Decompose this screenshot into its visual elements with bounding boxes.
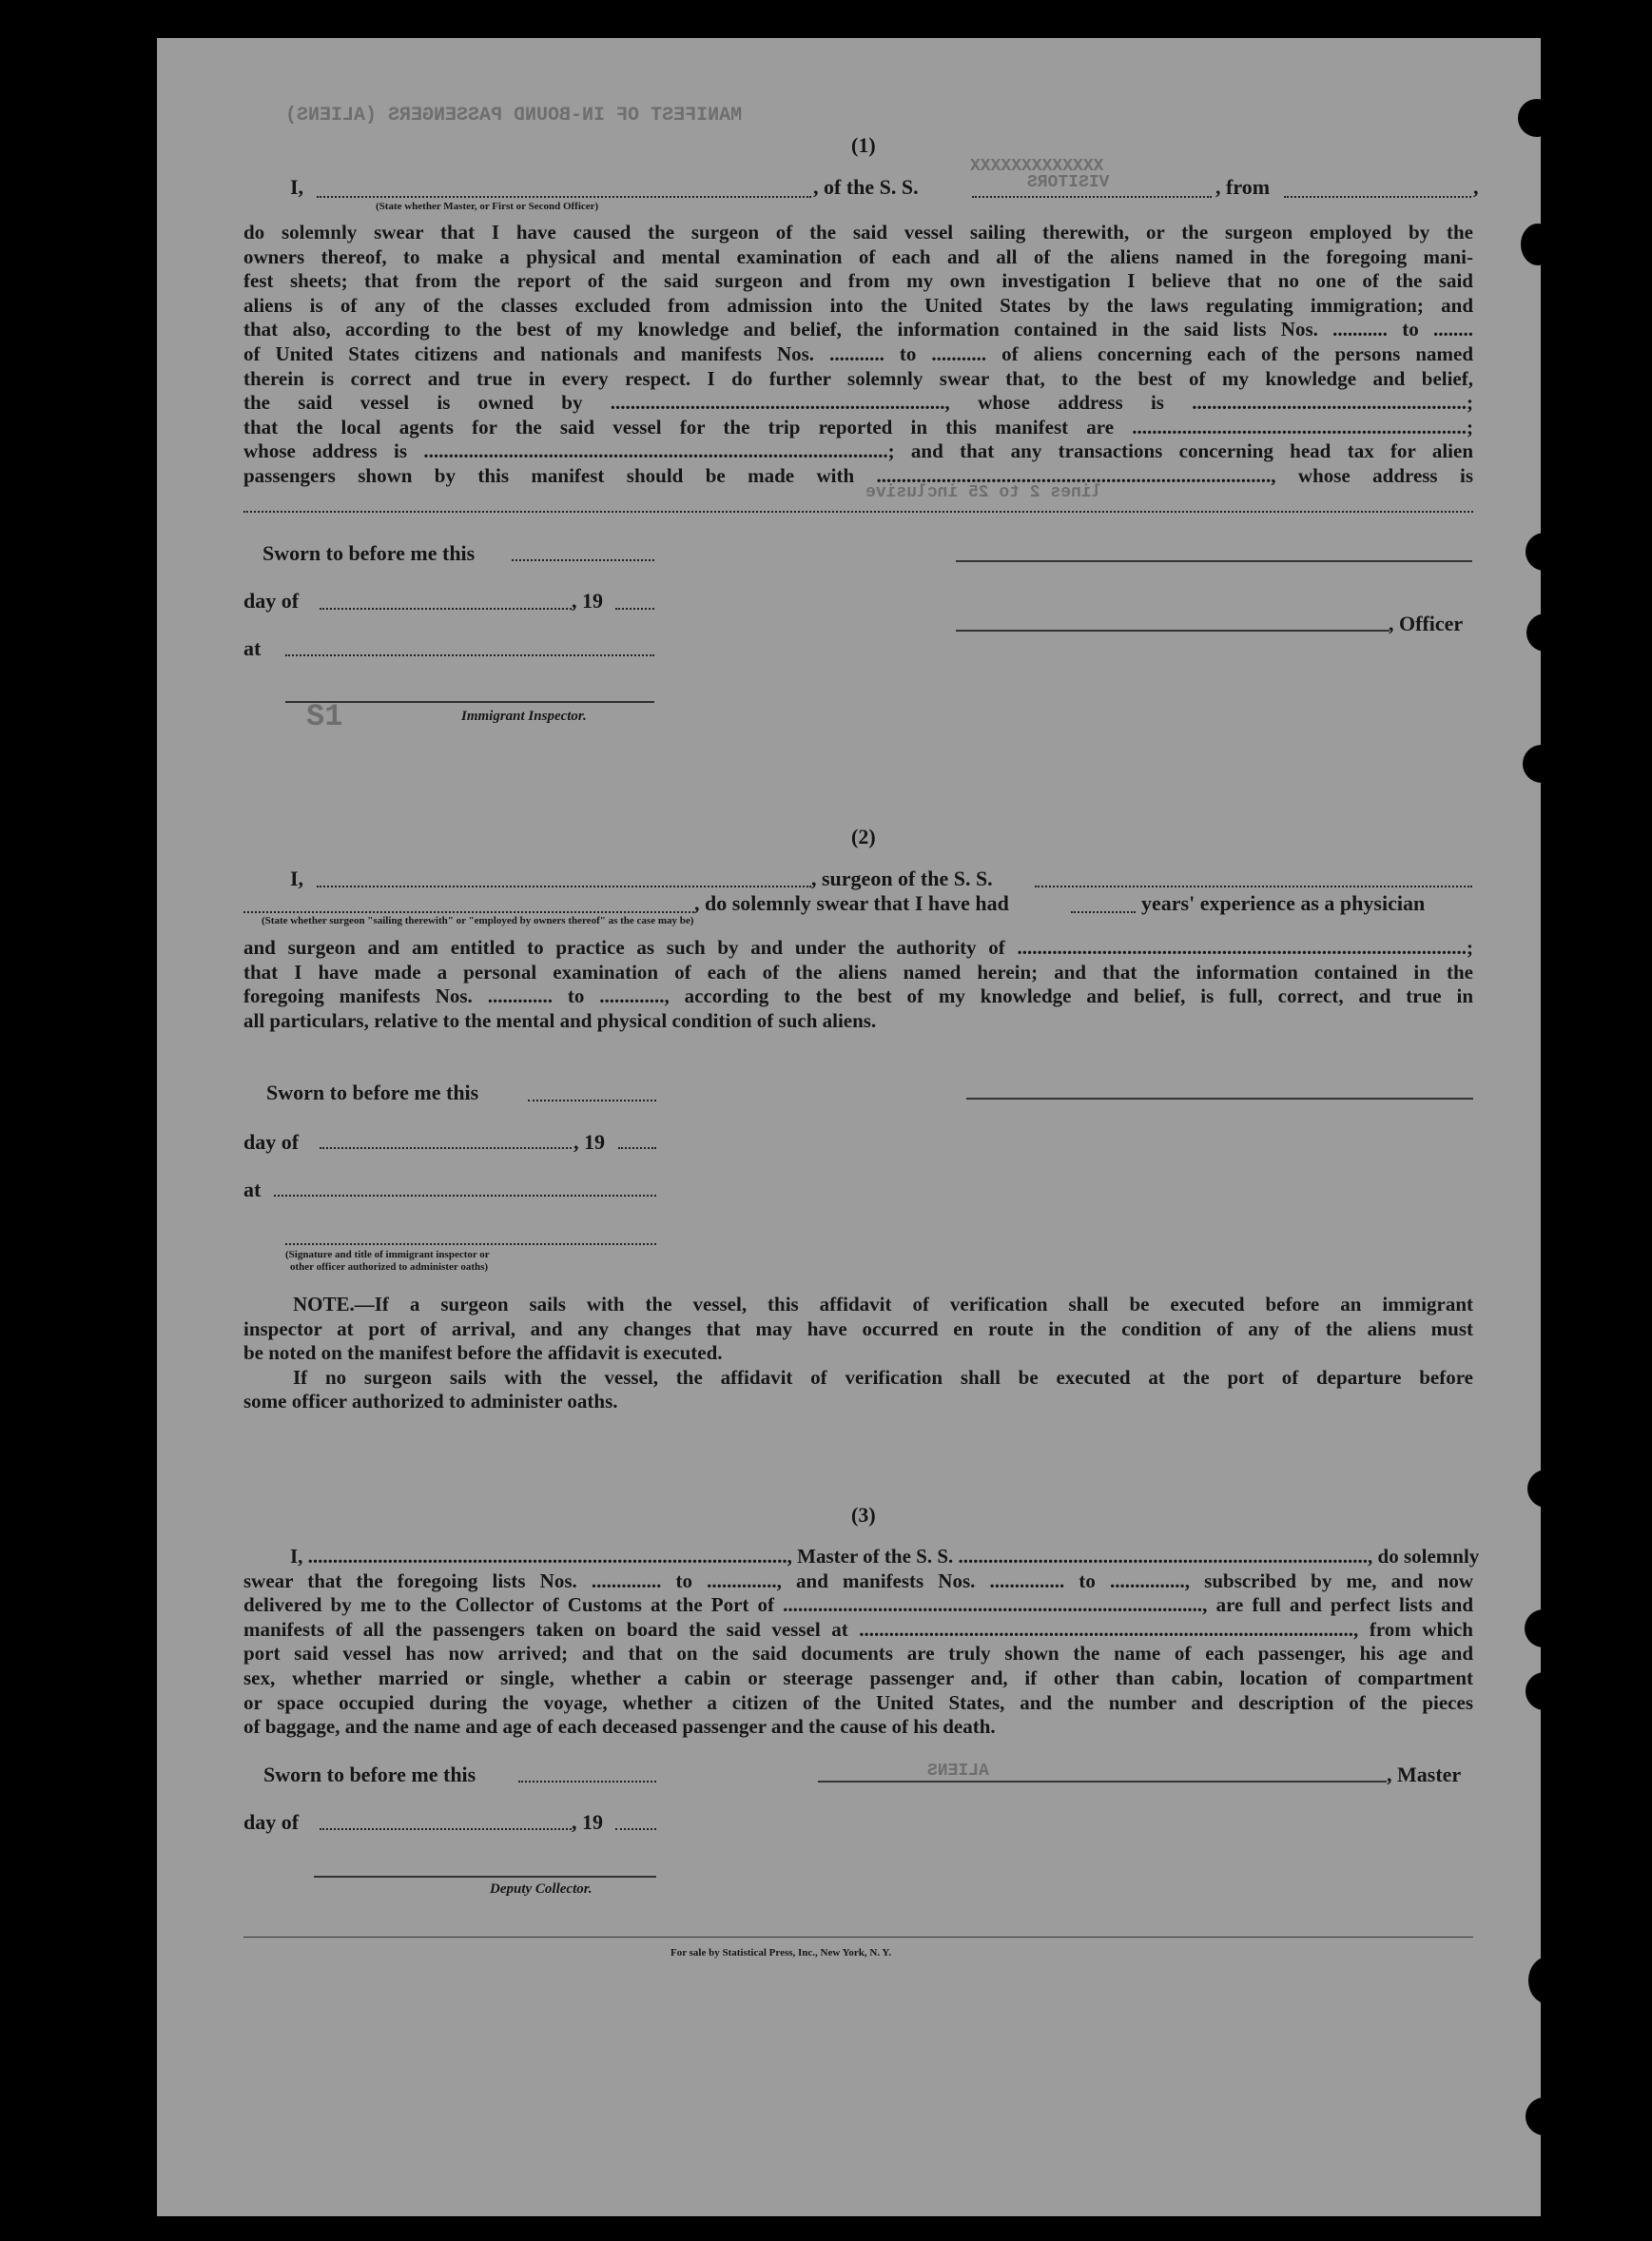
s2-signature-caption-2: other officer authorized to administer oaths)	[290, 1261, 489, 1273]
s1-officer-signature-line-2[interactable]	[956, 630, 1390, 632]
faint-header-ship: XXXXXXXXXXXXX	[970, 157, 1104, 176]
footer-rule	[243, 1937, 1473, 1938]
s1-line-end: ,	[1473, 175, 1479, 199]
punch-hole	[1518, 99, 1556, 137]
s2-years-exp-label: years' experience as a physician	[1141, 891, 1426, 915]
s1-inspector-label: Immigrant Inspector.	[461, 709, 587, 724]
s1-ship-field[interactable]	[972, 196, 1212, 198]
s2-year-field[interactable]	[618, 1147, 656, 1149]
s2-surgeon-of-ss-label: , surgeon of the S. S.	[811, 867, 993, 890]
s2-surgeon-name-field[interactable]	[317, 886, 811, 887]
section-1-number: (1)	[851, 133, 876, 157]
s2-i-label: I,	[290, 867, 304, 890]
s2-surgeon-signature-line[interactable]	[966, 1098, 1473, 1100]
faint-header-title: MANIFEST OF IN-BOUND PASSENGERS (ALIENS)	[285, 105, 743, 127]
s3-faint-aliens: ALIENS	[927, 1762, 989, 1781]
s2-day-of-field[interactable]	[320, 1147, 572, 1149]
punch-hole	[1523, 745, 1561, 783]
s2-at-field[interactable]	[274, 1195, 656, 1197]
s1-affidavit-text: do solemnly swear that I have caused the surgeon of the said vessel sailing therewith, or the surgeon employed by the owners thereof, to make a physical and mental examination of each and all of the aliens named in the foregoing mani- fest sheets; that from the report of the said surgeon and from my own investigation I believe that no one of the said aliens is of any of the classes excluded from admission into the United States by the laws regulating immigration; and that also, according to the best of my knowledge and belief, the information contained in the said lists Nos. ........... to ........ of United States citizens and nationals and manifests Nos. ........... to ........... of aliens concerning each of the persons named therein is correct and true in every respect. I do further solemnly swear that, to the best of my knowledge and belief, the said vessel is owned by ..................................................................., whose address is .......................................................; that the local agents for the said vessel for the trip reported in this manifest are ...................................................................; whose address is .............................................................................................; and that any transactions concerning head tax for alien passengers shown by this manifest should be made with ..............................................................................., whose address is	[243, 221, 1473, 487]
section-3-number: (3)	[851, 1503, 876, 1527]
punch-hole	[1526, 1672, 1564, 1710]
s2-surgeon-type-field[interactable]	[243, 911, 694, 913]
s1-at-field[interactable]	[285, 654, 654, 656]
s2-signature-caption-1: (Signature and title of immigrant inspector or	[285, 1249, 490, 1260]
punch-hole	[1525, 1609, 1563, 1647]
s1-sworn-date-field[interactable]	[512, 559, 654, 561]
s1-year-label: , 19	[572, 589, 603, 613]
punch-hole	[1526, 533, 1564, 571]
s2-do-solemnly-label: , do solemnly swear that I have had	[694, 891, 1009, 915]
section-2-number: (2)	[851, 825, 876, 848]
s2-sworn-label: Sworn to before me this	[266, 1081, 479, 1104]
s3-deputy-signature-line[interactable]	[314, 1876, 656, 1878]
s3-sworn-date-field[interactable]	[518, 1781, 656, 1783]
s1-at-label: at	[243, 636, 262, 660]
s3-day-of-label: day of	[243, 1810, 300, 1834]
s1-officer-caption: (State whether Master, or First or Second Officer)	[376, 201, 599, 212]
punch-hole	[1528, 1957, 1568, 2004]
s3-sworn-label: Sworn to before me this	[263, 1763, 476, 1786]
s1-day-of-field[interactable]	[320, 608, 572, 610]
s1-of-ss-label: , of the S. S.	[813, 175, 919, 199]
s1-from-label: , from	[1215, 175, 1271, 199]
s3-master-signature-line[interactable]	[818, 1781, 1387, 1783]
s1-officer-field[interactable]	[317, 196, 811, 198]
punch-hole	[1527, 1470, 1565, 1508]
s2-ship-field[interactable]	[1035, 886, 1472, 887]
s2-note-text: NOTE.—If a surgeon sails with the vessel, this affidavit of verification shall be executed before an immigrant inspector at port of arrival, and any changes that may have occurred en route in the condition of any of the aliens must be noted on the manifest before the affidavit is executed. If no surgeon sails with the vessel, the affidavit of verification shall be executed at the port of departure before some officer authorized to administer oaths.	[243, 1293, 1473, 1413]
s1-faint-stamp: S1	[306, 699, 343, 734]
s1-officer-signature-line-1[interactable]	[956, 560, 1472, 562]
punch-hole	[1521, 224, 1555, 265]
s3-master-label: , Master	[1387, 1763, 1462, 1786]
s3-deputy-label: Deputy Collector.	[490, 1881, 593, 1897]
s1-year-field[interactable]	[615, 608, 654, 610]
s2-affidavit-text: and surgeon and am entitled to practice as such by and under the authority of ..........................................................................................; that I have made a personal examination of each of the aliens named herein; and that the information contained in the foregoing manifests Nos. ............. to ............., according to the best of my knowledge and belief, is full, correct, and true in all particulars, relative to the mental and physical condition of such aliens.	[243, 936, 1473, 1032]
s1-address-continuation-field[interactable]	[243, 511, 1473, 513]
s2-at-label: at	[243, 1178, 262, 1201]
s1-faint-lines: lines 2 to 25 inclusive	[865, 483, 1102, 502]
punch-hole	[1526, 614, 1565, 652]
s2-year-label: , 19	[573, 1130, 605, 1154]
s1-i-label: I,	[290, 175, 304, 199]
s1-sworn-label: Sworn to before me this	[262, 541, 476, 565]
s2-surgeon-caption: (State whether surgeon "sailing therewith" or "employed by owners thereof" as the case may be)	[262, 915, 694, 926]
s2-day-of-label: day of	[243, 1130, 300, 1154]
faint-header-port: VISITORS	[1027, 173, 1110, 192]
footer-printer-note: For sale by Statistical Press, Inc., New York, N. Y.	[671, 1947, 892, 1958]
s2-signature-field[interactable]	[285, 1243, 656, 1245]
s1-day-of-label: day of	[243, 589, 300, 613]
s2-years-field[interactable]	[1071, 911, 1136, 913]
punch-hole	[1526, 2097, 1564, 2135]
s1-officer-label: , Officer	[1389, 612, 1464, 635]
s3-day-of-field[interactable]	[320, 1828, 572, 1830]
s2-sworn-date-field[interactable]	[528, 1100, 656, 1101]
s3-year-field[interactable]	[615, 1828, 656, 1830]
s1-from-field[interactable]	[1284, 196, 1471, 198]
s3-year-label: , 19	[572, 1810, 603, 1834]
s3-affidavit-text: I, ................................................................................................, Master of the S. S. .................................................................................., do solemnly swear that the foregoing lists Nos. .............. to .............., and manifests Nos. ............... to ..............., subscribed by me, and now delivered by me to the Collector of Customs at the Port of ...................................................................................., are full and perfect lists and manifests of all the passengers taken on board the said vessel at ..................................................................................................., from which port said vessel has now arrived; and that on the said documents are truly shown the name of each passenger, his age and sex, whether married or single, whether a cabin or steerage passenger and, if other than cabin, location of compartment or space occupied during the voyage, whether a citizen of the United States, and the number and description of the pieces of baggage, and the name and age of each deceased passenger and the cause of his death.	[243, 1545, 1480, 1739]
